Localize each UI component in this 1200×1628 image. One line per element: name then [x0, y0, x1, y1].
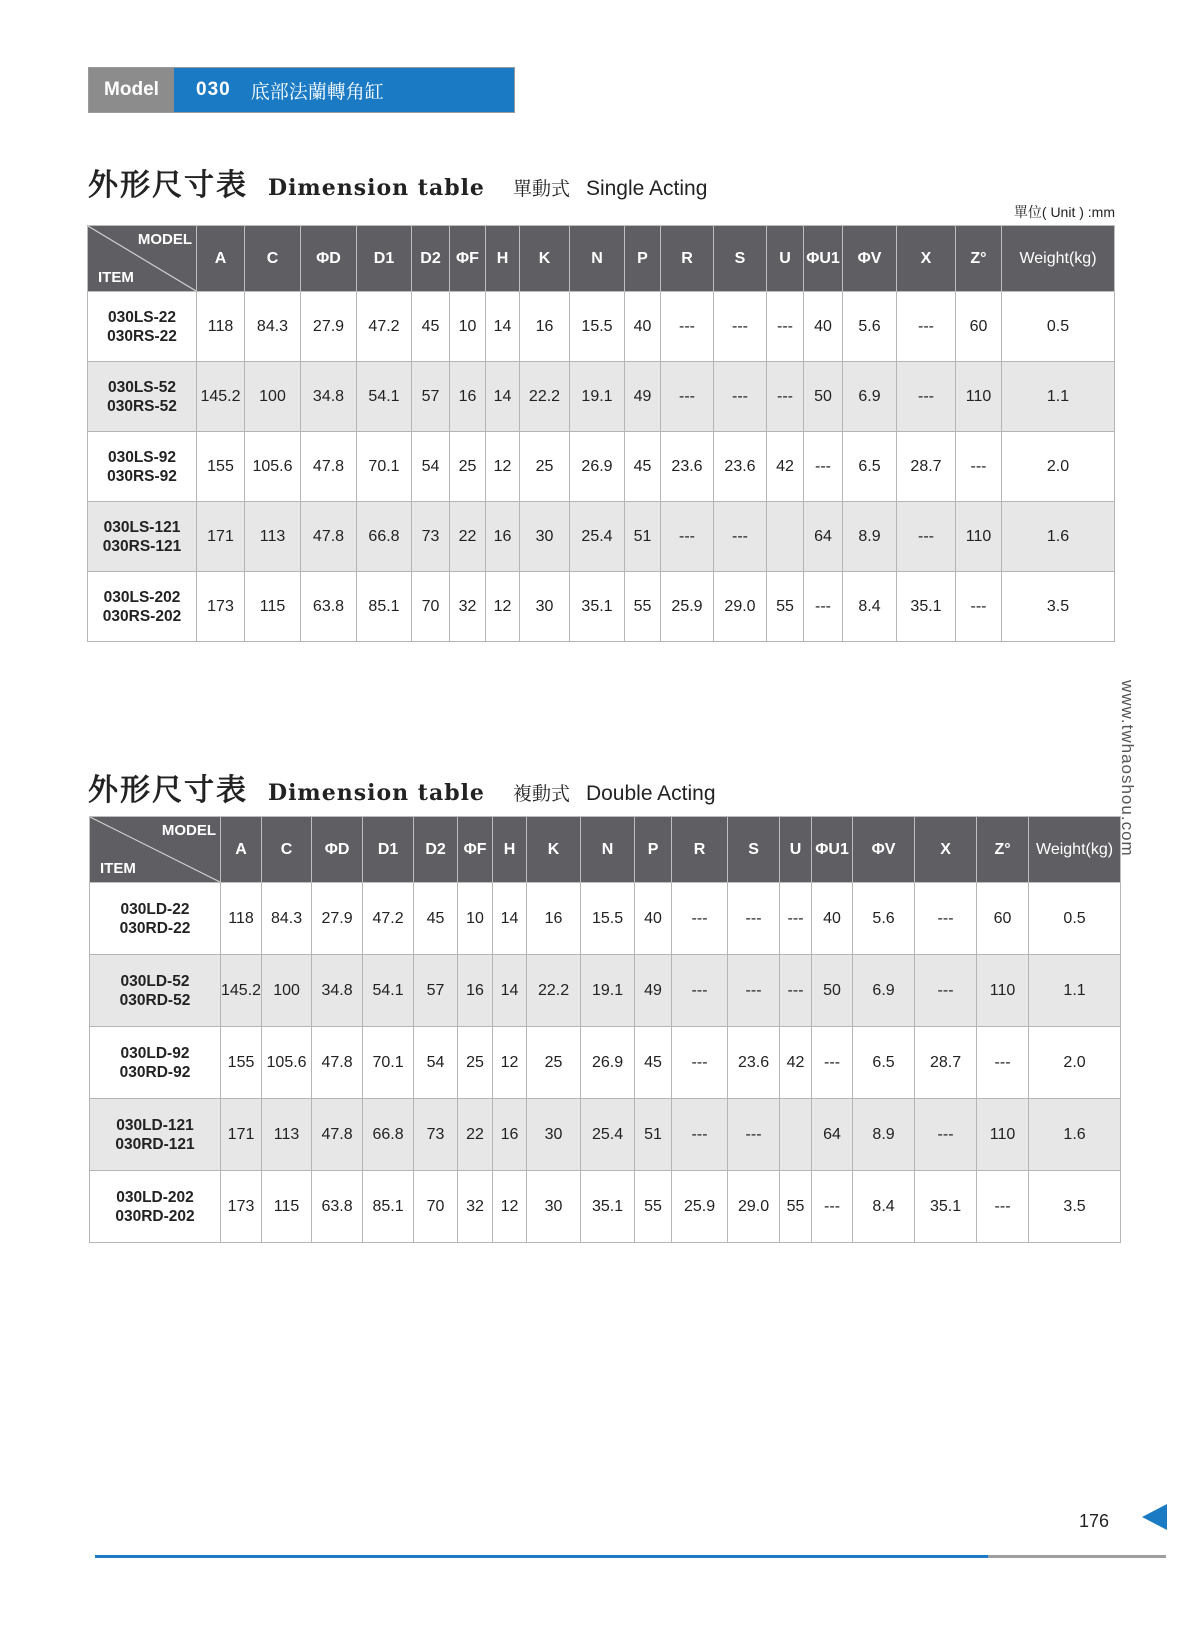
- table-cell: ---: [672, 1027, 728, 1099]
- table-cell: 14: [493, 883, 527, 955]
- table-cell: 63.8: [312, 1171, 363, 1243]
- table-cell: 6.9: [853, 955, 915, 1027]
- table-cell: 30: [527, 1099, 581, 1171]
- table-row: [90, 1027, 1121, 1099]
- table-cell: 47.2: [357, 292, 412, 362]
- table-cell: ---: [728, 883, 780, 955]
- table-cell: ---: [897, 292, 956, 362]
- table-cell: ---: [672, 883, 728, 955]
- table-cell: 12: [486, 432, 520, 502]
- table-cell: ---: [897, 502, 956, 572]
- corner-item: ITEM: [98, 269, 134, 286]
- table-cell: 60: [956, 292, 1002, 362]
- table-cell: 57: [412, 362, 450, 432]
- table-cell: 155: [197, 432, 245, 502]
- table-cell: 26.9: [581, 1027, 635, 1099]
- column-header: ΦF: [458, 817, 493, 883]
- table-cell: 16: [527, 883, 581, 955]
- column-header: Weight(kg): [1029, 817, 1121, 883]
- table-cell: 16: [458, 955, 493, 1027]
- item-code: 030RD-52: [119, 991, 191, 1009]
- item-code: 030LS-22: [107, 308, 177, 326]
- column-header: C: [245, 226, 301, 292]
- table-cell: 1.1: [1029, 955, 1121, 1027]
- table-cell: 55: [780, 1171, 812, 1243]
- table-cell: 54.1: [357, 362, 412, 432]
- header-row: [88, 226, 1115, 292]
- table-cell: 51: [635, 1099, 672, 1171]
- table-cell: ---: [977, 1171, 1029, 1243]
- table-cell: 54: [412, 432, 450, 502]
- unit-label: 單位( Unit ) :mm: [1013, 204, 1115, 220]
- table-cell: 16: [493, 1099, 527, 1171]
- model-name: 底部法蘭轉角缸: [250, 80, 384, 103]
- table-cell: ---: [714, 362, 767, 432]
- table-cell: 1.1: [1002, 362, 1115, 432]
- table-cell: 14: [493, 955, 527, 1027]
- table-cell: 25.9: [672, 1171, 728, 1243]
- corner-item: ITEM: [100, 860, 136, 877]
- table-cell: ---: [728, 955, 780, 1027]
- table-cell: 70: [414, 1171, 458, 1243]
- table-cell: 6.5: [853, 1027, 915, 1099]
- table-cell: ---: [804, 432, 843, 502]
- table-cell: 12: [486, 572, 520, 642]
- table-cell: 173: [197, 572, 245, 642]
- table-cell: 28.7: [897, 432, 956, 502]
- table-cell: 8.9: [843, 502, 897, 572]
- column-header: S: [714, 226, 767, 292]
- table-cell: ---: [780, 955, 812, 1027]
- table-cell: 35.1: [581, 1171, 635, 1243]
- table-cell: 35.1: [897, 572, 956, 642]
- column-header: X: [915, 817, 977, 883]
- table-cell: 64: [812, 1099, 853, 1171]
- table-cell: ---: [714, 292, 767, 362]
- column-header: Z°: [956, 226, 1002, 292]
- table-cell: 1.6: [1029, 1099, 1121, 1171]
- table-cell: 5.6: [853, 883, 915, 955]
- table-cell: 145.2: [221, 955, 262, 1027]
- item-cell: [88, 432, 197, 502]
- table-cell: 8.9: [853, 1099, 915, 1171]
- table-cell: 47.8: [301, 502, 357, 572]
- column-header: D2: [412, 226, 450, 292]
- table-cell: 63.8: [301, 572, 357, 642]
- single-acting-table: [87, 225, 1115, 642]
- page-arrow-icon: [1142, 1504, 1167, 1530]
- item-code: 030LS-92: [107, 448, 177, 466]
- table-cell: 25.4: [570, 502, 625, 572]
- table-cell: 54: [414, 1027, 458, 1099]
- table-cell: 16: [520, 292, 570, 362]
- table-cell: 110: [956, 362, 1002, 432]
- corner-model: MODEL: [161, 822, 216, 839]
- table-cell: 35.1: [570, 572, 625, 642]
- table-cell: 22.2: [527, 955, 581, 1027]
- column-header: ΦV: [853, 817, 915, 883]
- table-cell: ---: [780, 883, 812, 955]
- column-header: K: [527, 817, 581, 883]
- column-header: A: [197, 226, 245, 292]
- table-cell: 50: [812, 955, 853, 1027]
- table-cell: 27.9: [312, 883, 363, 955]
- table-cell: 2.0: [1002, 432, 1115, 502]
- column-header: ΦV: [843, 226, 897, 292]
- table-cell: 45: [414, 883, 458, 955]
- mode-zh: 複動式: [512, 783, 570, 805]
- table-cell: 25: [520, 432, 570, 502]
- table-corner: [88, 226, 197, 292]
- table-cell: 16: [486, 502, 520, 572]
- table-cell: 110: [956, 502, 1002, 572]
- table-row: [88, 502, 1115, 572]
- column-header: N: [570, 226, 625, 292]
- footer-divider: [95, 1555, 988, 1558]
- item-code: 030RD-121: [115, 1135, 195, 1153]
- table-cell: 57: [414, 955, 458, 1027]
- table-cell: 70: [412, 572, 450, 642]
- table-cell: 40: [635, 883, 672, 955]
- item-code: 030LD-22: [120, 900, 190, 918]
- table-row: [88, 432, 1115, 502]
- table-row: [90, 883, 1121, 955]
- table-cell: 3.5: [1002, 572, 1115, 642]
- table-cell: ---: [915, 1099, 977, 1171]
- table-cell: 85.1: [363, 1171, 414, 1243]
- table-cell: 14: [486, 292, 520, 362]
- column-header: D1: [363, 817, 414, 883]
- table-cell: 45: [625, 432, 661, 502]
- footer-divider-gray: [988, 1555, 1166, 1558]
- table-cell: 25.4: [581, 1099, 635, 1171]
- column-header: H: [486, 226, 520, 292]
- table-cell: 173: [221, 1171, 262, 1243]
- item-code: 030RS-92: [107, 467, 177, 485]
- table-cell: 55: [625, 572, 661, 642]
- title-en: Dimension table: [268, 780, 485, 806]
- column-header: K: [520, 226, 570, 292]
- table-cell: 60: [977, 883, 1029, 955]
- table-cell: 30: [527, 1171, 581, 1243]
- double-acting-title: [88, 765, 716, 809]
- table-cell: 45: [635, 1027, 672, 1099]
- table-cell: 42: [780, 1027, 812, 1099]
- table-cell: 32: [458, 1171, 493, 1243]
- item-code: 030LS-121: [103, 518, 181, 536]
- title-en: Dimension table: [268, 175, 485, 201]
- item-code: 030RD-22: [119, 919, 191, 937]
- table-row: [90, 1171, 1121, 1243]
- item-cell: [90, 1171, 221, 1243]
- table-cell: 1.6: [1002, 502, 1115, 572]
- table-cell: 32: [450, 572, 486, 642]
- table-cell: 12: [493, 1027, 527, 1099]
- table-row: [88, 572, 1115, 642]
- table-cell: 110: [977, 1099, 1029, 1171]
- table-cell: 16: [450, 362, 486, 432]
- table-cell: 47.2: [363, 883, 414, 955]
- item-code: 030RS-52: [107, 397, 177, 415]
- table-cell: 22.2: [520, 362, 570, 432]
- table-cell: 49: [625, 362, 661, 432]
- table-cell: ---: [661, 362, 714, 432]
- table-row: [90, 955, 1121, 1027]
- table-cell: 23.6: [728, 1027, 780, 1099]
- table-cell: ---: [672, 1099, 728, 1171]
- item-cell: [88, 292, 197, 362]
- double-acting-table: [89, 816, 1121, 1243]
- column-header: P: [625, 226, 661, 292]
- table-cell: 66.8: [363, 1099, 414, 1171]
- table-row: [90, 1099, 1121, 1171]
- table-cell: 25: [458, 1027, 493, 1099]
- table-cell: [767, 502, 804, 572]
- item-cell: [90, 955, 221, 1027]
- table-cell: 30: [520, 572, 570, 642]
- item-code: 030LD-202: [116, 1188, 194, 1206]
- item-code: 030LS-52: [107, 378, 177, 396]
- single-acting-title: [88, 160, 707, 204]
- table-cell: ---: [767, 362, 804, 432]
- title-zh: 外形尺寸表: [88, 168, 248, 203]
- table-cell: 12: [493, 1171, 527, 1243]
- column-header: D1: [357, 226, 412, 292]
- column-header: U: [780, 817, 812, 883]
- table-cell: ---: [956, 432, 1002, 502]
- corner-model: MODEL: [137, 231, 192, 248]
- table-cell: 84.3: [245, 292, 301, 362]
- table-cell: 70.1: [363, 1027, 414, 1099]
- page-number: 176: [1079, 1511, 1110, 1531]
- table-cell: 2.0: [1029, 1027, 1121, 1099]
- table-cell: 40: [625, 292, 661, 362]
- item-code: 030RS-202: [102, 607, 182, 625]
- table-cell: 47.8: [312, 1027, 363, 1099]
- column-header: ΦU1: [804, 226, 843, 292]
- table-cell: 35.1: [915, 1171, 977, 1243]
- item-cell: [88, 502, 197, 572]
- table-cell: 25: [527, 1027, 581, 1099]
- item-cell: [90, 1099, 221, 1171]
- table-cell: 30: [520, 502, 570, 572]
- table-cell: ---: [672, 955, 728, 1027]
- table-cell: 40: [804, 292, 843, 362]
- table-cell: 22: [458, 1099, 493, 1171]
- table-cell: ---: [804, 572, 843, 642]
- item-code: 030LD-121: [116, 1116, 194, 1134]
- column-header: X: [897, 226, 956, 292]
- column-header: R: [672, 817, 728, 883]
- item-code: 030RS-121: [102, 537, 182, 555]
- table-cell: 19.1: [570, 362, 625, 432]
- table-cell: 100: [245, 362, 301, 432]
- table-cell: ---: [728, 1099, 780, 1171]
- model-label: Model: [89, 68, 174, 112]
- table-cell: 51: [625, 502, 661, 572]
- table-cell: 22: [450, 502, 486, 572]
- table-cell: 50: [804, 362, 843, 432]
- table-cell: 26.9: [570, 432, 625, 502]
- table-cell: 45: [412, 292, 450, 362]
- item-code: 030RS-22: [107, 327, 177, 345]
- table-cell: 25: [450, 432, 486, 502]
- table-cell: 29.0: [728, 1171, 780, 1243]
- table-cell: 6.5: [843, 432, 897, 502]
- model-title: [174, 68, 514, 112]
- table-cell: 25.9: [661, 572, 714, 642]
- table-cell: 73: [414, 1099, 458, 1171]
- table-cell: ---: [915, 955, 977, 1027]
- table-cell: 42: [767, 432, 804, 502]
- table-cell: 171: [197, 502, 245, 572]
- table-cell: 118: [197, 292, 245, 362]
- table-row: [88, 292, 1115, 362]
- table-corner: [90, 817, 221, 883]
- column-header: U: [767, 226, 804, 292]
- table-cell: 29.0: [714, 572, 767, 642]
- table-cell: 5.6: [843, 292, 897, 362]
- table-cell: [780, 1099, 812, 1171]
- table-cell: 115: [245, 572, 301, 642]
- table-cell: 118: [221, 883, 262, 955]
- table-cell: 47.8: [312, 1099, 363, 1171]
- column-header: C: [262, 817, 312, 883]
- item-code: 030LS-202: [103, 588, 181, 606]
- model-number: 030: [196, 79, 231, 100]
- model-badge: [88, 67, 515, 113]
- table-cell: ---: [661, 502, 714, 572]
- column-header: S: [728, 817, 780, 883]
- table-cell: ---: [977, 1027, 1029, 1099]
- table-cell: 28.7: [915, 1027, 977, 1099]
- table-cell: ---: [767, 292, 804, 362]
- table-cell: ---: [812, 1027, 853, 1099]
- item-cell: [88, 362, 197, 432]
- table-cell: 54.1: [363, 955, 414, 1027]
- header-row: [90, 817, 1121, 883]
- table-cell: ---: [714, 502, 767, 572]
- item-code: 030LD-92: [120, 1044, 190, 1062]
- table-cell: 100: [262, 955, 312, 1027]
- table-cell: 85.1: [357, 572, 412, 642]
- table-cell: 15.5: [581, 883, 635, 955]
- item-code: 030RD-92: [119, 1063, 191, 1081]
- item-cell: [88, 572, 197, 642]
- table-cell: 115: [262, 1171, 312, 1243]
- table-cell: 64: [804, 502, 843, 572]
- table-cell: 145.2: [197, 362, 245, 432]
- table-cell: 6.9: [843, 362, 897, 432]
- table-cell: 113: [245, 502, 301, 572]
- column-header: ΦU1: [812, 817, 853, 883]
- table-cell: 171: [221, 1099, 262, 1171]
- item-cell: [90, 883, 221, 955]
- column-header: N: [581, 817, 635, 883]
- table-cell: ---: [661, 292, 714, 362]
- table-cell: 8.4: [843, 572, 897, 642]
- table-cell: 27.9: [301, 292, 357, 362]
- mode-en: Single Acting: [585, 177, 708, 200]
- column-header: Weight(kg): [1002, 226, 1115, 292]
- table-cell: 19.1: [581, 955, 635, 1027]
- column-header: ΦD: [312, 817, 363, 883]
- table-cell: 47.8: [301, 432, 357, 502]
- table-cell: 105.6: [245, 432, 301, 502]
- title-zh: 外形尺寸表: [88, 773, 248, 808]
- table-cell: 34.8: [312, 955, 363, 1027]
- mode-en: Double Acting: [585, 782, 716, 805]
- table-cell: ---: [956, 572, 1002, 642]
- table-cell: 34.8: [301, 362, 357, 432]
- table-cell: 55: [635, 1171, 672, 1243]
- table-cell: 23.6: [714, 432, 767, 502]
- table-cell: 10: [450, 292, 486, 362]
- table-cell: 23.6: [661, 432, 714, 502]
- table-cell: 8.4: [853, 1171, 915, 1243]
- table-cell: 155: [221, 1027, 262, 1099]
- website-url: www.twhaoshou.com: [1118, 680, 1137, 857]
- column-header: P: [635, 817, 672, 883]
- item-code: 030RD-202: [115, 1207, 195, 1225]
- column-header: H: [493, 817, 527, 883]
- item-cell: [90, 1027, 221, 1099]
- table-cell: 73: [412, 502, 450, 572]
- table-cell: 113: [262, 1099, 312, 1171]
- table-cell: 40: [812, 883, 853, 955]
- column-header: Z°: [977, 817, 1029, 883]
- table-cell: 0.5: [1029, 883, 1121, 955]
- column-header: A: [221, 817, 262, 883]
- column-header: D2: [414, 817, 458, 883]
- table-cell: 70.1: [357, 432, 412, 502]
- table-cell: 10: [458, 883, 493, 955]
- table-cell: 49: [635, 955, 672, 1027]
- table-cell: 14: [486, 362, 520, 432]
- table-cell: 15.5: [570, 292, 625, 362]
- table-cell: 110: [977, 955, 1029, 1027]
- item-code: 030LD-52: [120, 972, 190, 990]
- table-row: [88, 362, 1115, 432]
- table-cell: 55: [767, 572, 804, 642]
- table-cell: 66.8: [357, 502, 412, 572]
- table-cell: ---: [897, 362, 956, 432]
- table-cell: ---: [812, 1171, 853, 1243]
- mode-zh: 單動式: [512, 178, 570, 200]
- column-header: R: [661, 226, 714, 292]
- table-cell: 84.3: [262, 883, 312, 955]
- column-header: ΦD: [301, 226, 357, 292]
- column-header: ΦF: [450, 226, 486, 292]
- table-cell: 0.5: [1002, 292, 1115, 362]
- table-cell: ---: [915, 883, 977, 955]
- table-cell: 3.5: [1029, 1171, 1121, 1243]
- table-cell: 105.6: [262, 1027, 312, 1099]
